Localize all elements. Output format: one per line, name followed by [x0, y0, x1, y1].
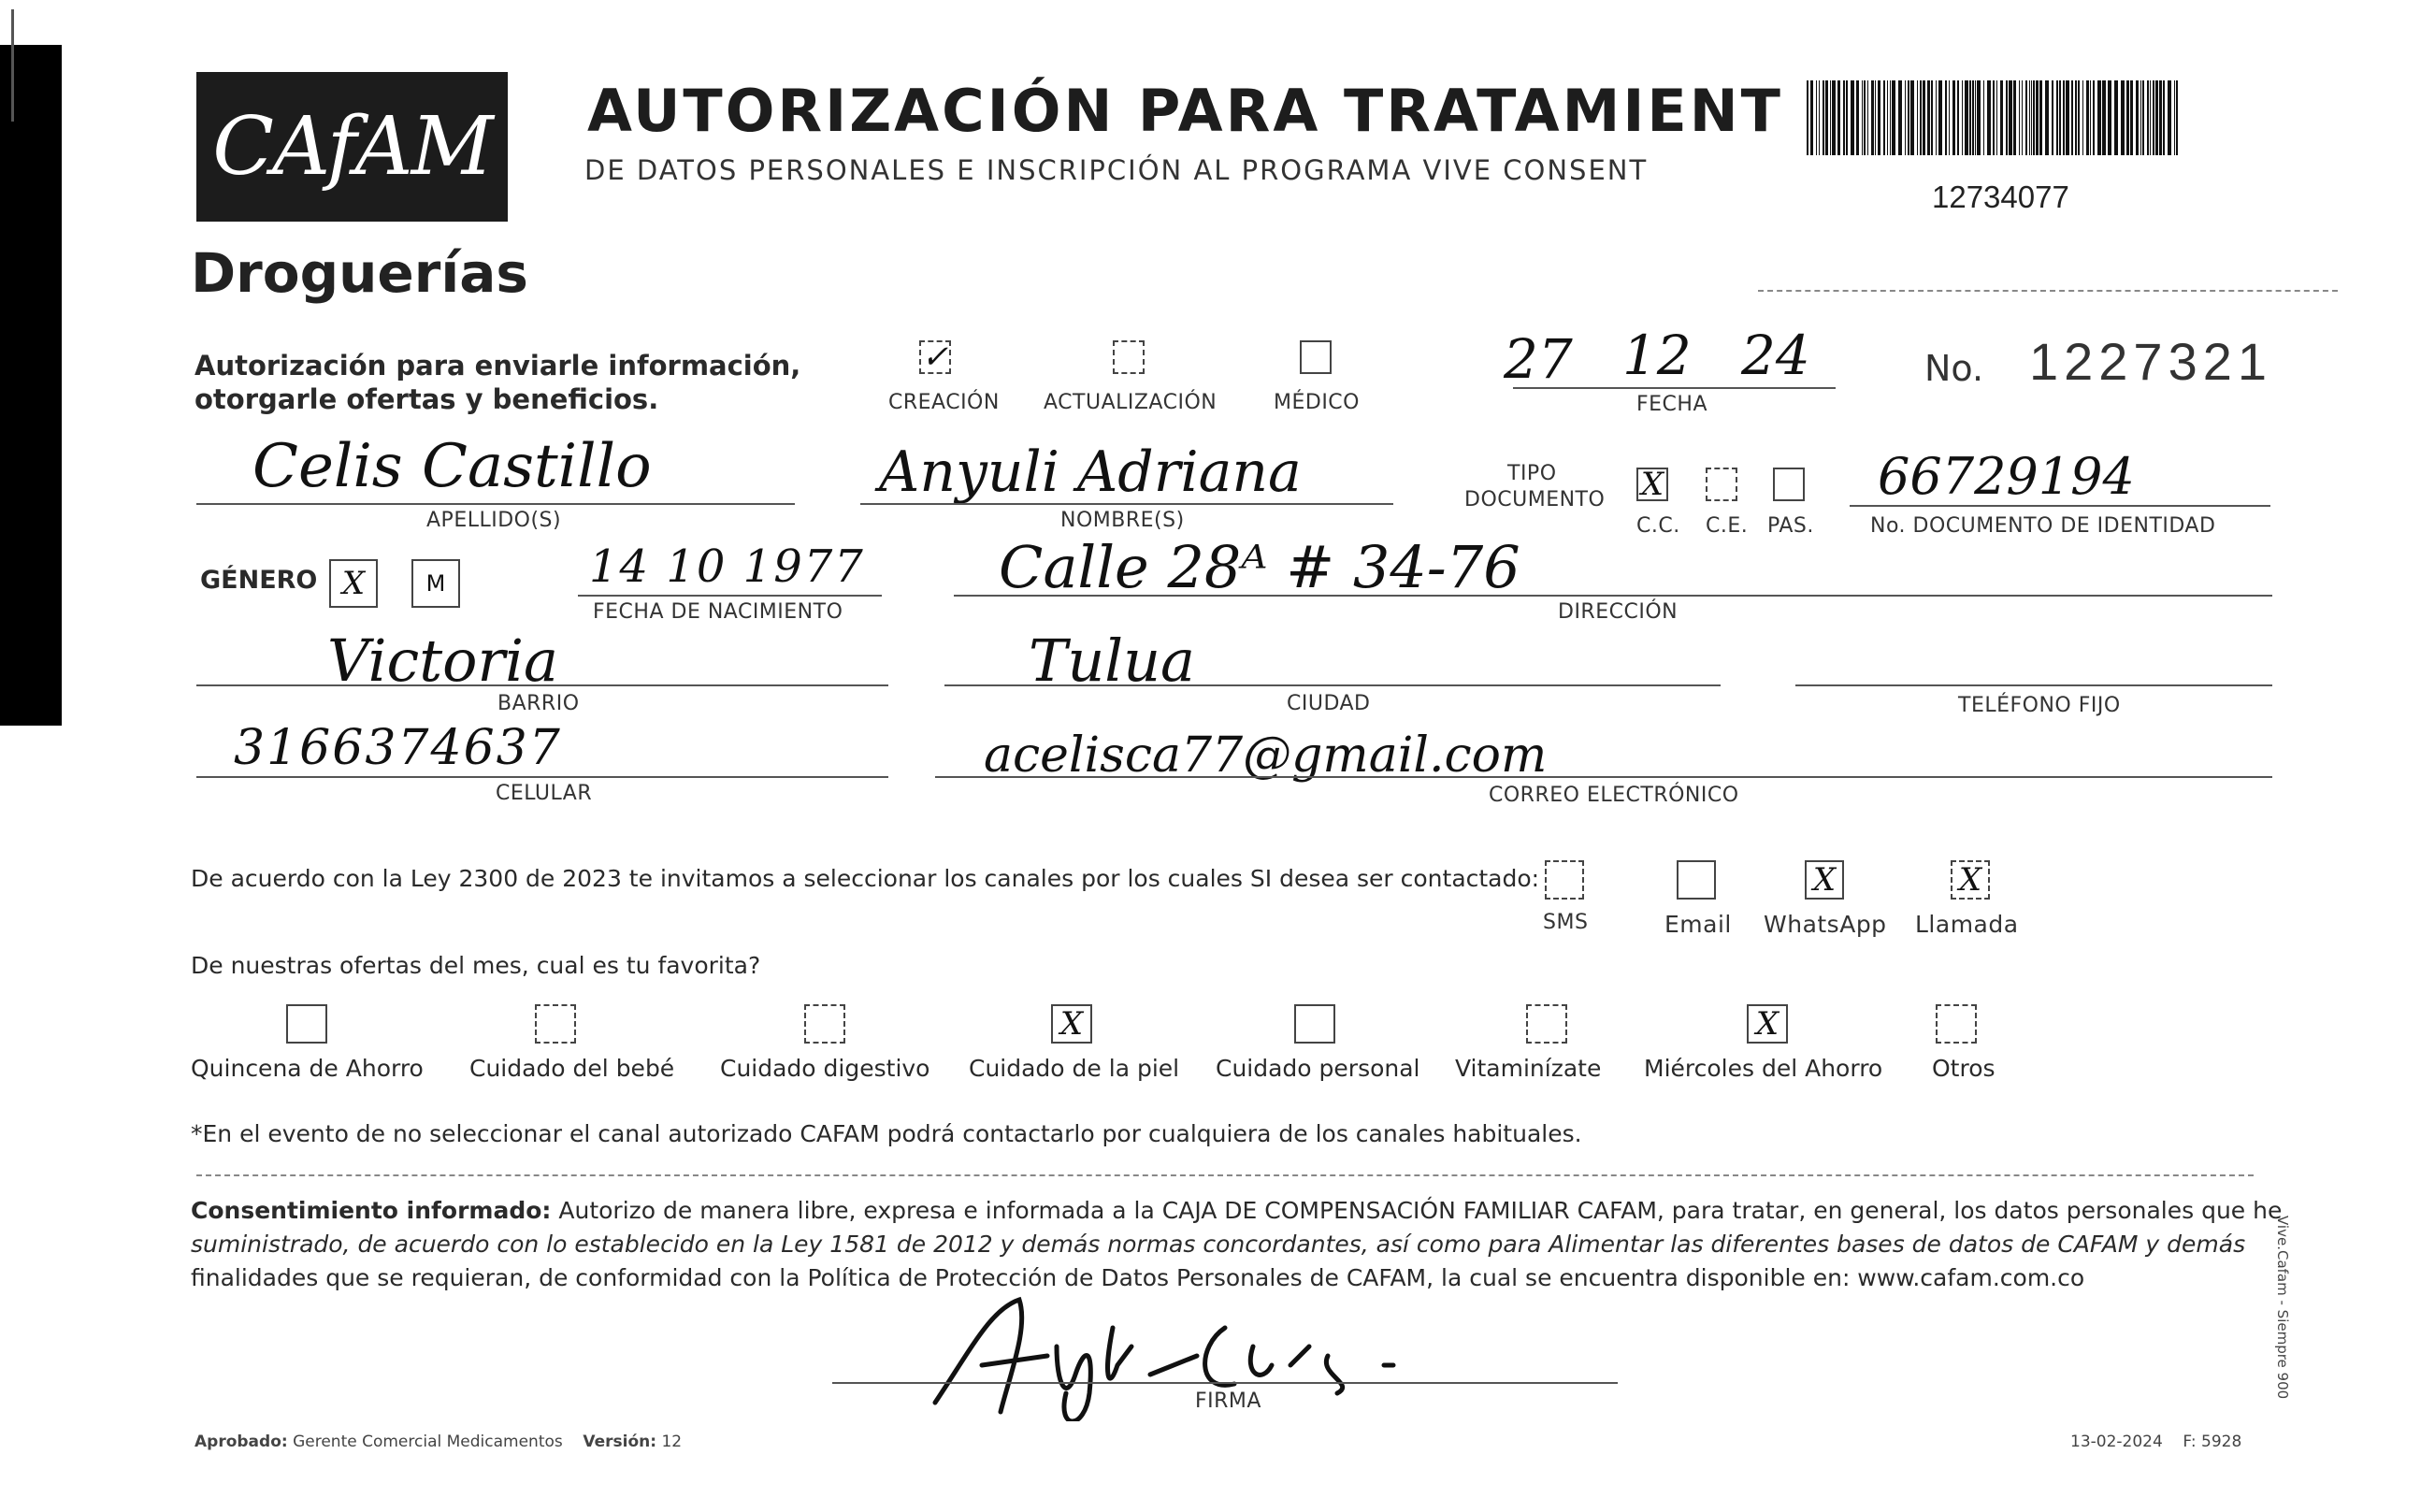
form-title: AUTORIZACIÓN PARA TRATAMIENT — [587, 77, 1783, 145]
approved-label: Aprobado: — [195, 1433, 288, 1451]
barcode-bar — [1957, 80, 1959, 155]
approved-by: Gerente Comercial Medicamentos — [293, 1433, 563, 1451]
barcode-bar — [1890, 80, 1891, 155]
celular-underline — [196, 776, 888, 778]
cafam-logo: CAfAM — [196, 72, 508, 222]
barcode-bar — [2147, 80, 2149, 155]
barcode-bar — [1938, 80, 1942, 155]
email-option-label: Email — [1664, 911, 1732, 938]
footer-date: 13-02-2024 — [2070, 1433, 2163, 1451]
genero-female-checkbox[interactable]: X — [329, 559, 378, 608]
pas-label: PAS. — [1767, 514, 1814, 538]
barcode-bar — [1987, 80, 1991, 155]
birth-date-value: 14 10 1977 — [589, 540, 865, 593]
barcode-bar — [1965, 80, 1968, 155]
scan-edge-bar — [0, 45, 62, 726]
birth-date-label: FECHA DE NACIMIENTO — [593, 600, 843, 624]
barcode-bar — [2153, 80, 2154, 155]
barcode-bar — [1908, 80, 1909, 155]
barcode-bar — [1878, 80, 1880, 155]
apellidos-label: APELLIDO(S) — [426, 509, 562, 532]
barcode-bar — [2019, 80, 2020, 155]
barcode-bar — [2071, 80, 2073, 155]
side-text: Vive.Cafam - Siempre 900 — [2274, 1216, 2291, 1400]
barcode-bar — [2136, 80, 2139, 155]
footer-code: F: 5928 — [2183, 1433, 2242, 1451]
barcode-bar — [2052, 80, 2053, 155]
address-value: Calle 28ᴬ # 34-76 — [999, 533, 1520, 601]
divider — [1758, 290, 2338, 292]
doc-number-underline — [1850, 505, 2270, 507]
offer-otros-checkbox[interactable] — [1936, 1004, 1977, 1044]
barcode-bar — [1931, 80, 1933, 155]
barcode-bar — [2102, 80, 2106, 155]
ciudad-value: Tulua — [1029, 626, 1196, 695]
email-underline — [935, 776, 2272, 778]
offer-piel-label: Cuidado de la piel — [969, 1055, 1180, 1082]
barcode-bar — [2022, 80, 2023, 155]
barcode-bar — [1910, 80, 1914, 155]
fecha-underline — [1513, 387, 1836, 389]
actualizacion-checkbox[interactable] — [1113, 340, 1145, 374]
barcode-bar — [2059, 80, 2061, 155]
offer-quincena-checkbox[interactable] — [286, 1004, 327, 1044]
telefono-underline — [1795, 684, 2272, 686]
email-checkbox[interactable] — [1677, 860, 1716, 900]
barcode-bar — [1851, 80, 1854, 155]
barcode-bar — [1962, 80, 1963, 155]
sms-label: SMS — [1543, 911, 1589, 934]
offer-miercoles-label: Miércoles del Ahorro — [1644, 1055, 1883, 1082]
nombres-label: NOMBRE(S) — [1060, 509, 1185, 532]
medico-checkbox[interactable] — [1300, 340, 1332, 374]
doc-number-value: 66729194 — [1878, 447, 2135, 506]
barcode-bar — [1843, 80, 1845, 155]
barcode-number: 12734077 — [1932, 180, 2069, 214]
barcode-bar — [2006, 80, 2008, 155]
barcode-bar — [1807, 80, 1808, 155]
barcode-bar — [2086, 80, 2089, 155]
llamada-label: Llamada — [1915, 911, 2019, 938]
apellidos-value: Celis Castillo — [252, 432, 652, 501]
ciudad-label: CIUDAD — [1287, 692, 1371, 715]
barcode-bar — [1864, 80, 1866, 155]
footer-approved — [195, 1433, 682, 1451]
form-subtitle: DE DATOS PERSONALES E INSCRIPCIÓN AL PROGRAMA VIVE CONSENT — [584, 154, 1649, 186]
apellidos-underline — [196, 503, 795, 505]
footer-date-code — [2070, 1433, 2241, 1451]
fecha-month: 12 — [1622, 324, 1692, 387]
barcode-bar — [1832, 80, 1836, 155]
tipo-doc-label-2: DOCUMENTO — [1464, 488, 1606, 511]
address-label: DIRECCIÓN — [1558, 600, 1679, 624]
barcode-bar — [1837, 80, 1840, 155]
barcode-bar — [2000, 80, 2003, 155]
offer-miercoles-checkbox[interactable]: X — [1747, 1004, 1788, 1044]
barcode-bar — [1969, 80, 1971, 155]
barrio-label: BARRIO — [497, 692, 580, 715]
offer-quincena-label: Quincena de Ahorro — [191, 1055, 424, 1082]
intro-line-1: Autorización para enviarle información, — [195, 350, 801, 382]
fecha-label: FECHA — [1636, 393, 1708, 416]
barcode-bar — [1825, 80, 1828, 155]
genero-label: GÉNERO — [200, 566, 318, 595]
offer-bebe-checkbox[interactable] — [535, 1004, 576, 1044]
barcode-bar — [1936, 80, 1937, 155]
cc-label: C.C. — [1636, 514, 1680, 538]
barcode-bar — [1927, 80, 1930, 155]
offer-digestivo-checkbox[interactable] — [804, 1004, 845, 1044]
nombres-underline — [860, 503, 1393, 505]
doc-number-label: No. DOCUMENTO DE IDENTIDAD — [1870, 514, 2216, 538]
email-value: acelisca77@gmail.com — [984, 727, 1548, 784]
barcode-bar — [1993, 80, 1995, 155]
offer-digestivo-label: Cuidado digestivo — [720, 1055, 930, 1082]
address-underline — [954, 595, 2272, 597]
channel-note: *En el evento de no seleccionar el canal autorizado CAFAM podrá contactarlo por cualquiera de los canales habituales. — [191, 1120, 1582, 1147]
barcode-bar — [1887, 80, 1888, 155]
barcode-bar — [2168, 80, 2171, 155]
barcode-bar — [2142, 80, 2144, 155]
barcode-bar — [2108, 80, 2111, 155]
tipo-doc-label-1: TIPO — [1507, 462, 1557, 485]
barcode-bar — [1846, 80, 1848, 155]
barcode-bar — [1952, 80, 1955, 155]
offer-vitaminizate-checkbox[interactable] — [1526, 1004, 1567, 1044]
sms-checkbox[interactable] — [1545, 860, 1584, 900]
fecha-year: 24 — [1741, 324, 1810, 387]
whatsapp-label: WhatsApp — [1764, 911, 1887, 938]
ciudad-underline — [944, 684, 1721, 686]
barcode-bar — [1819, 80, 1820, 155]
barcode-bar — [2159, 80, 2162, 155]
barcode-bar — [1975, 80, 1976, 155]
consent-line-2: suministrado, de acuerdo con lo establecido en la Ley 1581 de 2012 y demás normas concordantes, así como para Alimentar las diferentes bases de datos de CAFAM y demás — [191, 1231, 2246, 1258]
barcode-bar — [2036, 80, 2039, 155]
birth-date-underline — [578, 595, 882, 597]
barcode-bar — [1875, 80, 1876, 155]
barcode-bar — [1905, 80, 1906, 155]
barcode-bar — [2130, 80, 2133, 155]
offer-personal-checkbox[interactable] — [1294, 1004, 1335, 1044]
consent-line-3: finalidades que se requieran, de conformidad con la Política de Protección de Datos Personales de CAFAM, la cual se encuentra disponible en: www.cafam.com.co — [191, 1264, 2085, 1291]
barcode-bar — [2075, 80, 2077, 155]
barcode-bar — [1898, 80, 1902, 155]
ce-checkbox[interactable] — [1706, 468, 1737, 501]
barcode-bar — [2031, 80, 2032, 155]
barcode-bar — [1810, 80, 1813, 155]
barcode-bar — [2093, 80, 2095, 155]
barcode-bar — [2063, 80, 2065, 155]
version-value: 12 — [661, 1433, 683, 1451]
actualizacion-label: ACTUALIZACIÓN — [1044, 391, 1218, 414]
offer-piel-checkbox[interactable]: X — [1051, 1004, 1092, 1044]
offer-otros-label: Otros — [1932, 1055, 1996, 1082]
offer-vitaminizate-label: Vitaminízate — [1455, 1055, 1602, 1082]
email-label: CORREO ELECTRÓNICO — [1489, 784, 1739, 807]
barcode-bar — [1856, 80, 1859, 155]
barcode-bar — [2033, 80, 2035, 155]
barcode-bar — [2009, 80, 2012, 155]
form-number: 1227321 — [2029, 332, 2273, 391]
barcode-bar — [2150, 80, 2151, 155]
barcode-bar — [2174, 80, 2175, 155]
barcode-bar — [1823, 80, 1824, 155]
whatsapp-checkbox[interactable]: X — [1805, 860, 1844, 900]
offer-bebe-label: Cuidado del bebé — [469, 1055, 675, 1082]
fecha-day: 27 — [1504, 327, 1573, 391]
form-number-label: No. — [1924, 348, 1984, 389]
barcode-bar — [2025, 80, 2027, 155]
barcode-bar — [2090, 80, 2091, 155]
consent-line-1-text: Autorizo de manera libre, expresa e informada a la CAJA DE COMPENSACIÓN FAMILIAR CAFAM, para tratar, en general, los datos personales que he — [558, 1197, 2283, 1224]
consent-line-1 — [191, 1197, 2282, 1224]
barcode-bar — [2121, 80, 2125, 155]
version-label: Versión: — [583, 1433, 657, 1451]
barcode-bar — [2126, 80, 2129, 155]
barcode-bar — [1920, 80, 1922, 155]
barcode-bar — [1923, 80, 1925, 155]
barcode-bar — [1983, 80, 1984, 155]
pas-checkbox[interactable] — [1773, 468, 1805, 501]
cc-checkbox[interactable]: X — [1636, 468, 1668, 501]
barcode-bar — [1830, 80, 1831, 155]
barcode-bar — [1972, 80, 1974, 155]
barcode-bar — [2045, 80, 2049, 155]
offers-question: De nuestras ofertas del mes, cual es tu favorita? — [191, 952, 761, 979]
barcode-bar — [2155, 80, 2158, 155]
barcode — [1807, 80, 2181, 155]
barrio-value: Victoria — [327, 626, 558, 695]
barcode-bar — [2163, 80, 2165, 155]
barcode-bar — [2056, 80, 2058, 155]
barcode-bar — [1996, 80, 1997, 155]
intro-line-2: otorgarle ofertas y beneficios. — [195, 383, 659, 415]
barcode-bar — [2114, 80, 2118, 155]
barcode-bar — [2078, 80, 2080, 155]
nombres-value: Anyuli Adriana — [879, 439, 1302, 505]
barcode-bar — [2082, 80, 2083, 155]
telefono-label: TELÉFONO FIJO — [1958, 694, 2121, 717]
barcode-bar — [2140, 80, 2141, 155]
celular-label: CELULAR — [496, 782, 593, 805]
barcode-bar — [1816, 80, 1817, 155]
consent-heading: Consentimiento informado: — [191, 1197, 552, 1224]
brand-name: Droguerías — [191, 241, 528, 305]
barcode-bar — [1862, 80, 1863, 155]
barcode-bar — [2039, 80, 2042, 155]
barcode-bar — [1977, 80, 1981, 155]
llamada-checkbox[interactable]: X — [1951, 860, 1990, 900]
barcode-bar — [2066, 80, 2069, 155]
barcode-bar — [1945, 80, 1947, 155]
medico-label: MÉDICO — [1274, 391, 1360, 414]
scan-edge-line — [11, 9, 14, 122]
barcode-bar — [1917, 80, 1918, 155]
barcode-bar — [1867, 80, 1868, 155]
ce-label: C.E. — [1706, 514, 1749, 538]
barcode-bar — [2097, 80, 2101, 155]
creacion-checkbox[interactable]: ✓ — [919, 340, 951, 374]
barcode-bar — [1871, 80, 1874, 155]
signature-label: FIRMA — [1195, 1390, 1261, 1413]
barcode-bar — [1892, 80, 1895, 155]
barcode-bar — [2176, 80, 2178, 155]
genero-male-checkbox[interactable]: M — [411, 559, 460, 608]
barcode-bar — [2029, 80, 2030, 155]
barcode-bar — [2013, 80, 2016, 155]
offer-personal-label: Cuidado personal — [1216, 1055, 1420, 1082]
note-divider — [196, 1174, 2254, 1176]
channels-question: De acuerdo con la Ley 2300 de 2023 te invitamos a seleccionar los canales por los cuales SI desea ser contactado: — [191, 865, 1540, 892]
barrio-underline — [196, 684, 888, 686]
creacion-label: CREACIÓN — [888, 391, 1000, 414]
signature-underline — [832, 1382, 1618, 1384]
barcode-bar — [1949, 80, 1950, 155]
barcode-bar — [1883, 80, 1885, 155]
celular-value: 3166374637 — [234, 720, 562, 776]
